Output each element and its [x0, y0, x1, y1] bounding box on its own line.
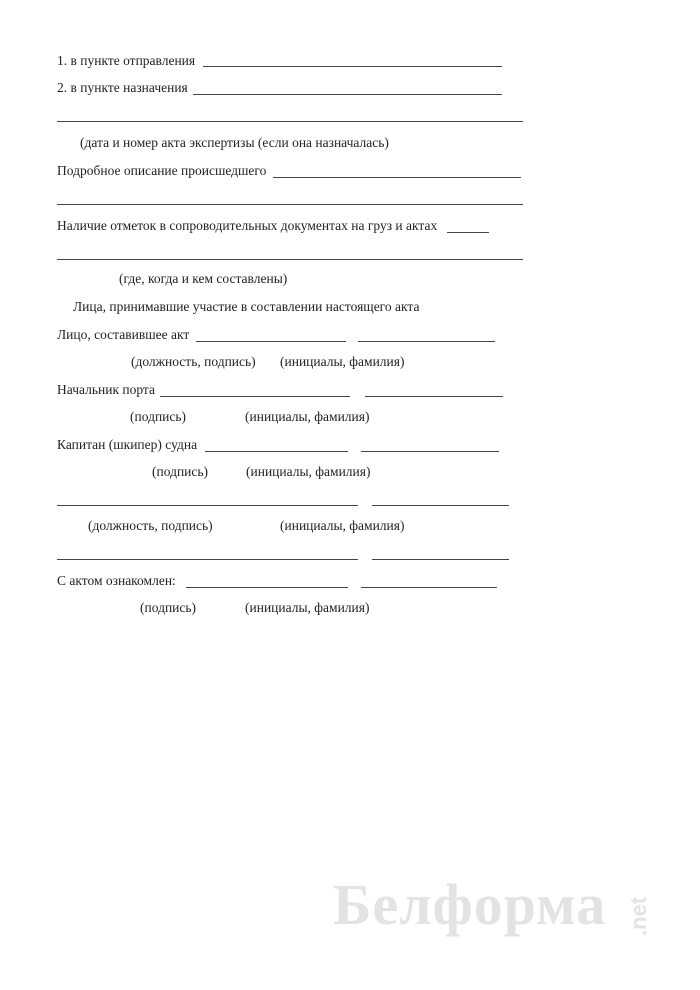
belforma-watermark-suffix: .net [626, 896, 651, 936]
description-label: Подробное описание происшедшего [57, 163, 267, 178]
port-chief-caption-right: (инициалы, фамилия) [245, 409, 370, 424]
destination-point-field[interactable] [193, 94, 502, 95]
captain-caption-left: (подпись) [152, 464, 209, 479]
belforma-watermark: Белформа [333, 872, 607, 937]
other-position-signature-field[interactable] [57, 505, 358, 506]
compiler-name-field[interactable] [358, 341, 495, 342]
marks-field[interactable] [447, 232, 489, 233]
acquainted-name-field[interactable] [361, 587, 497, 588]
captain-caption-right: (инициалы, фамилия) [246, 464, 371, 479]
port-chief-caption-left: (подпись) [130, 409, 187, 424]
marks-field-continued[interactable] [57, 259, 523, 260]
compiler-label: Лицо, составившее акт [57, 327, 190, 342]
description-field-continued[interactable] [57, 204, 523, 205]
destination-point-label: 2. в пункте назначения [57, 80, 188, 95]
expertise-field[interactable] [57, 121, 523, 122]
participants-heading: Лица, принимавшие участие в составлении настоящего акта [73, 299, 420, 314]
marks-caption: (где, когда и кем составлены) [119, 271, 288, 286]
compiler-position-signature-field[interactable] [196, 341, 346, 342]
other-caption-right: (инициалы, фамилия) [280, 518, 405, 533]
captain-label: Капитан (шкипер) судна [57, 437, 198, 452]
port-chief-name-field[interactable] [365, 396, 503, 397]
acquainted-caption-left: (подпись) [140, 600, 197, 615]
expertise-caption: (дата и номер акта экспертизы (если она назначалась) [80, 135, 389, 150]
captain-name-field[interactable] [361, 451, 499, 452]
port-chief-signature-field[interactable] [160, 396, 350, 397]
other-name-field[interactable] [372, 505, 509, 506]
compiler-caption-right: (инициалы, фамилия) [280, 354, 405, 369]
acquainted-signature-field[interactable] [186, 587, 348, 588]
other-caption-left: (должность, подпись) [88, 518, 213, 533]
acquainted-label: С актом ознакомлен: [57, 573, 176, 588]
departure-point-field[interactable] [203, 66, 502, 67]
acquainted-caption-right: (инициалы, фамилия) [245, 600, 370, 615]
captain-signature-field[interactable] [205, 451, 348, 452]
port-chief-label: Начальник порта [57, 382, 155, 397]
marks-label: Наличие отметок в сопроводительных документах на груз и актах [57, 218, 438, 233]
departure-point-label: 1. в пункте отправления [57, 53, 196, 68]
compiler-caption-left: (должность, подпись) [131, 354, 256, 369]
other-position-signature-field-2[interactable] [57, 559, 358, 560]
other-name-field-2[interactable] [372, 559, 509, 560]
description-field[interactable] [273, 177, 521, 178]
